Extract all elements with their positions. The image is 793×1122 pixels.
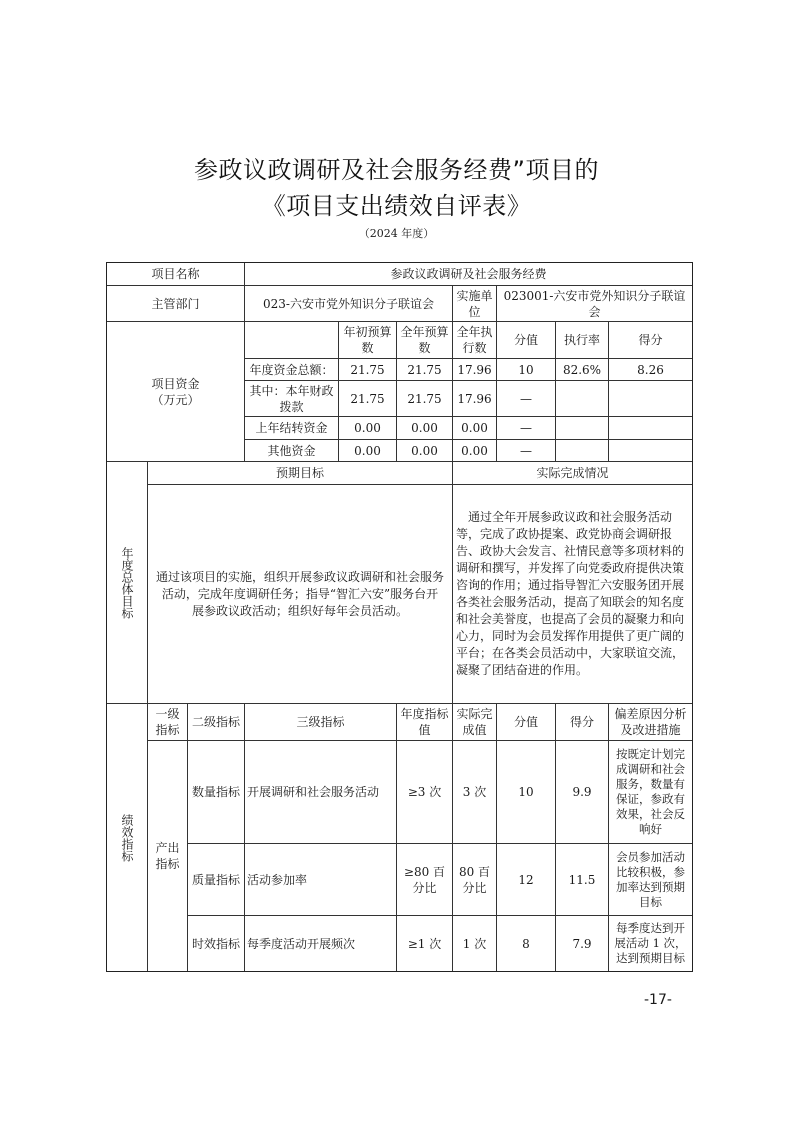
funds-annual: 0.00 (396, 439, 453, 462)
indicator-score: 9.9 (555, 740, 609, 844)
funds-row-name: 上年结转资金 (244, 416, 339, 440)
funds-score: 8.26 (608, 358, 693, 381)
project-name-value: 参政议政调研及社会服务经费 (244, 262, 693, 286)
indicator-target: ≥1 次 (396, 915, 453, 972)
funds-executed: 17.96 (452, 380, 497, 417)
dept-value: 023-六安市党外知识分子联谊会 (244, 285, 453, 322)
indicator-level2: 质量指标 (187, 843, 245, 916)
funds-header: 执行率 (555, 321, 609, 359)
header-score-value: 分值 (496, 703, 556, 741)
funds-header-blank (244, 321, 339, 359)
unit-label: 实施单位 (452, 285, 497, 322)
indicator-actual: 3 次 (452, 740, 497, 844)
funds-score (608, 439, 693, 462)
funds-initial: 21.75 (338, 380, 397, 417)
funds-header: 年初预算数 (338, 321, 397, 359)
indicator-level2: 数量指标 (187, 740, 245, 844)
funds-score-value: 10 (496, 358, 556, 381)
expected-goal-text: 通过该项目的实施，组织开展参政议政调研和社会服务活动，完成年度调研任务；指导“智汇六安”服务台开展参政议政活动；组织好每年会员活动。 (147, 484, 453, 704)
funds-score-value: — (496, 380, 556, 417)
indicators-label: 绩效指标 (106, 703, 148, 972)
funds-executed: 17.96 (452, 358, 497, 381)
funds-rate (555, 380, 609, 417)
indicator-level2: 时效指标 (187, 915, 245, 972)
funds-score (608, 416, 693, 440)
indicator-analysis: 会员参加活动比较积极，参加率达到预期目标 (608, 843, 693, 916)
dept-label: 主管部门 (106, 285, 245, 322)
indicator-actual: 1 次 (452, 915, 497, 972)
doc-title-line2: 《项目支出绩效自评表》 (261, 192, 532, 220)
funds-header: 分值 (496, 321, 556, 359)
goals-label: 年度总体目标 (106, 461, 148, 704)
funds-initial: 21.75 (338, 358, 397, 381)
funds-rate: 82.6% (555, 358, 609, 381)
funds-header: 得分 (608, 321, 693, 359)
funds-annual: 21.75 (396, 358, 453, 381)
indicator-level3: 每季度活动开展频次 (244, 915, 397, 972)
indicator-score-value: 10 (496, 740, 556, 844)
header-level2: 二级指标 (187, 703, 245, 741)
indicator-analysis: 每季度达到开展活动 1 次，达到预期目标 (608, 915, 693, 972)
funds-executed: 0.00 (452, 416, 497, 440)
header-analysis: 偏差原因分析及改进措施 (608, 703, 693, 741)
indicator-target: ≥3 次 (396, 740, 453, 844)
funds-initial: 0.00 (338, 416, 397, 440)
funds-executed: 0.00 (452, 439, 497, 462)
funds-row-name: 其中：本年财政拨款 (244, 380, 339, 417)
funds-label: 项目资金 （万元） (106, 321, 245, 462)
funds-initial: 0.00 (338, 439, 397, 462)
actual-goal-header: 实际完成情况 (452, 461, 693, 485)
expected-goal-header: 预期目标 (147, 461, 453, 485)
funds-header: 全年执行数 (452, 321, 497, 359)
header-level3: 三级指标 (244, 703, 397, 741)
indicator-level3: 开展调研和社会服务活动 (244, 740, 397, 844)
indicator-score-value: 12 (496, 843, 556, 916)
doc-year: （2024 年度） (358, 227, 435, 240)
unit-value: 023001-六安市党外知识分子联谊会 (496, 285, 693, 322)
indicator-target: ≥80 百分比 (396, 843, 453, 916)
project-name-label: 项目名称 (106, 262, 245, 286)
header-level1: 一级指标 (147, 703, 188, 741)
funds-score-value: — (496, 416, 556, 440)
funds-score-value: — (496, 439, 556, 462)
indicator-level3: 活动参加率 (244, 843, 397, 916)
funds-score (608, 380, 693, 417)
funds-rate (555, 416, 609, 440)
header-target: 年度指标值 (396, 703, 453, 741)
funds-rate (555, 439, 609, 462)
funds-annual: 21.75 (396, 380, 453, 417)
page-number: -17- (644, 992, 672, 1008)
indicator-score: 7.9 (555, 915, 609, 972)
header-score: 得分 (555, 703, 609, 741)
funds-row-name: 年度资金总额： (244, 358, 339, 381)
indicator-score: 11.5 (555, 843, 609, 916)
actual-goal-text: 通过全年开展参政议政和社会服务活动等，完成了政协提案、政党协商会调研报告、政协大会发言、社情民意等多项材料的调研和撰写，并发挥了向党委政府提供决策咨询的作用；通过指导智汇六安服务团开展各类社会服务活动，提高了知联会的知名度和社会美誉度，也提高了会员的凝聚力和向心力，同时为会员发挥作用提供了更广阔的平台；在各类会员活动中，大家联谊交流，凝聚了团结奋进的作用。 (452, 484, 693, 704)
funds-row-name: 其他资金 (244, 439, 339, 462)
funds-annual: 0.00 (396, 416, 453, 440)
level1-output: 产出指标 (147, 740, 188, 972)
indicator-score-value: 8 (496, 915, 556, 972)
indicator-analysis: 按既定计划完成调研和社会服务，数量有保证，参政有效果，社会反响好 (608, 740, 693, 844)
funds-header: 全年预算数 (396, 321, 453, 359)
doc-title-line1: 参政议政调研及社会服务经费”项目的 (194, 156, 599, 184)
header-actual: 实际完成值 (452, 703, 497, 741)
indicator-actual: 80 百分比 (452, 843, 497, 916)
